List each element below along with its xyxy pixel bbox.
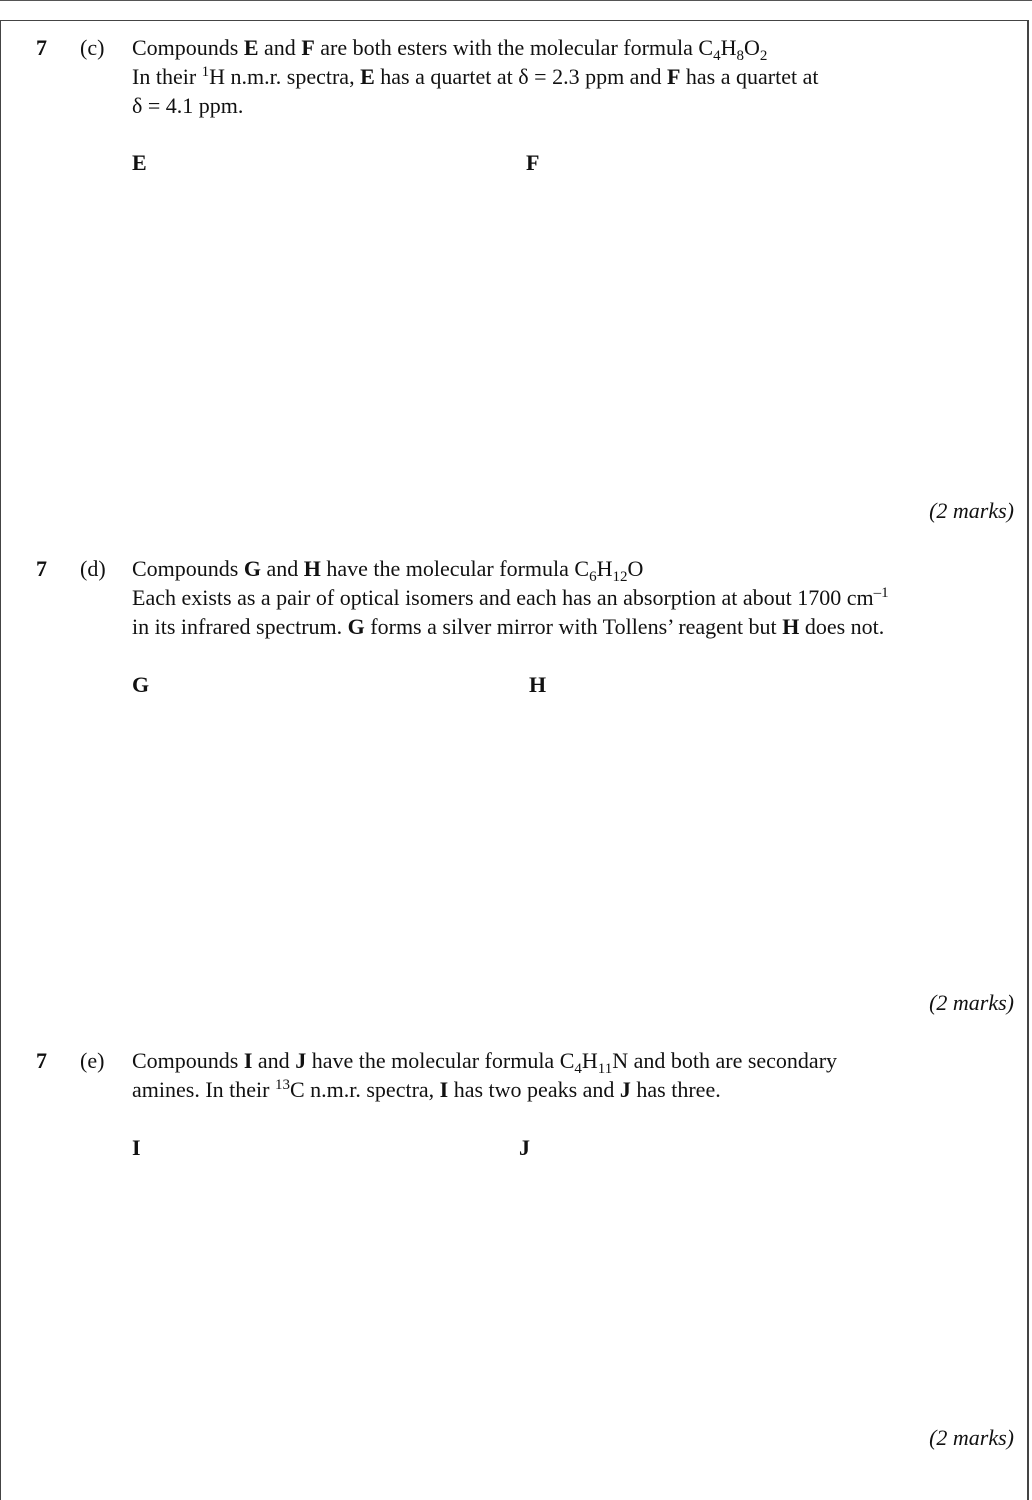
- text-run: Compounds: [132, 556, 244, 581]
- question-text: [132, 1046, 1012, 1104]
- text-run: forms a silver mirror with Tollens’ reagent but: [364, 614, 783, 639]
- subscript: 12: [612, 569, 628, 585]
- text-run: does not.: [799, 614, 885, 639]
- compound-label: F: [301, 35, 315, 60]
- question-line: [132, 1075, 1012, 1104]
- question-line: [132, 612, 1012, 641]
- compound-label: E: [243, 35, 259, 60]
- text-run: Compounds: [132, 1048, 244, 1073]
- text-run: and: [252, 1048, 296, 1073]
- text-run: are both esters with the molecular formula C: [314, 35, 714, 60]
- compound-label: J: [619, 1077, 631, 1102]
- text-run: in its infrared spectrum.: [132, 614, 348, 639]
- marks-label: (2 marks): [929, 990, 1014, 1015]
- question-line: [132, 62, 1012, 91]
- compound-label: G: [243, 556, 261, 581]
- text-run: have the molecular formula C: [306, 1048, 575, 1073]
- marks-label: (2 marks): [929, 498, 1014, 523]
- question-number: 7: [36, 1048, 47, 1073]
- subscript: 8: [736, 48, 744, 64]
- superscript: 1: [201, 64, 210, 80]
- page-frame: [0, 20, 1029, 1500]
- compound-label: I: [243, 1048, 253, 1073]
- text-run: C n.m.r. spectra,: [289, 1077, 440, 1102]
- text-run: has two peaks and: [448, 1077, 620, 1102]
- subscript: 11: [597, 1061, 613, 1077]
- answer-label-g: G: [132, 672, 150, 697]
- question-number: 7: [36, 556, 47, 581]
- text-run: amines. In their: [132, 1077, 275, 1102]
- answer-label-e: E: [132, 150, 147, 175]
- question-text: [132, 554, 1012, 641]
- text-run: and: [258, 35, 302, 60]
- question-number: 7: [36, 35, 47, 60]
- text-run: and: [260, 556, 304, 581]
- compound-label: J: [295, 1048, 307, 1073]
- question-line: [132, 554, 1012, 583]
- text-run: O: [627, 556, 644, 581]
- text-run: H: [596, 556, 613, 581]
- marks-label: (2 marks): [929, 1425, 1014, 1450]
- text-run: δ = 4.1 ppm.: [132, 93, 244, 118]
- text-run: has a quartet at δ = 2.3 ppm and: [374, 64, 667, 89]
- text-run: Compounds: [132, 35, 244, 60]
- text-run: has three.: [630, 1077, 721, 1102]
- compound-label: H: [782, 614, 800, 639]
- subscript: 6: [589, 569, 597, 585]
- top-rule: [0, 0, 1032, 1]
- answer-label-f: F: [526, 150, 540, 175]
- superscript: –1: [873, 585, 889, 601]
- text-run: H: [720, 35, 737, 60]
- subscript: 2: [759, 48, 768, 64]
- answer-label-i: I: [132, 1135, 141, 1160]
- text-run: H: [581, 1048, 598, 1073]
- subscript: 4: [574, 1061, 582, 1077]
- text-run: N and both are secondary: [612, 1048, 838, 1073]
- question-line: [132, 91, 1012, 120]
- compound-label: F: [666, 64, 681, 89]
- question-line: [132, 33, 1012, 62]
- compound-label: E: [360, 64, 375, 89]
- text-run: O: [743, 35, 760, 60]
- superscript: 13: [274, 1077, 290, 1093]
- compound-label: H: [303, 556, 321, 581]
- text-run: H n.m.r. spectra,: [209, 64, 361, 89]
- question-part: (d): [80, 556, 106, 581]
- question-line: [132, 1046, 1012, 1075]
- answer-label-j: J: [519, 1135, 530, 1160]
- question-part: (c): [80, 35, 105, 60]
- question-text: [132, 33, 1012, 120]
- subscript: 4: [713, 48, 721, 64]
- text-run: have the molecular formula C: [320, 556, 590, 581]
- text-run: In their: [132, 64, 202, 89]
- text-run: has a quartet at: [680, 64, 819, 89]
- question-part: (e): [80, 1048, 105, 1073]
- compound-label: I: [439, 1077, 449, 1102]
- compound-label: G: [347, 614, 365, 639]
- question-line: [132, 583, 1012, 612]
- answer-label-h: H: [529, 672, 547, 697]
- text-run: Each exists as a pair of optical isomers and each has an absorption at about 1700 cm: [132, 585, 874, 610]
